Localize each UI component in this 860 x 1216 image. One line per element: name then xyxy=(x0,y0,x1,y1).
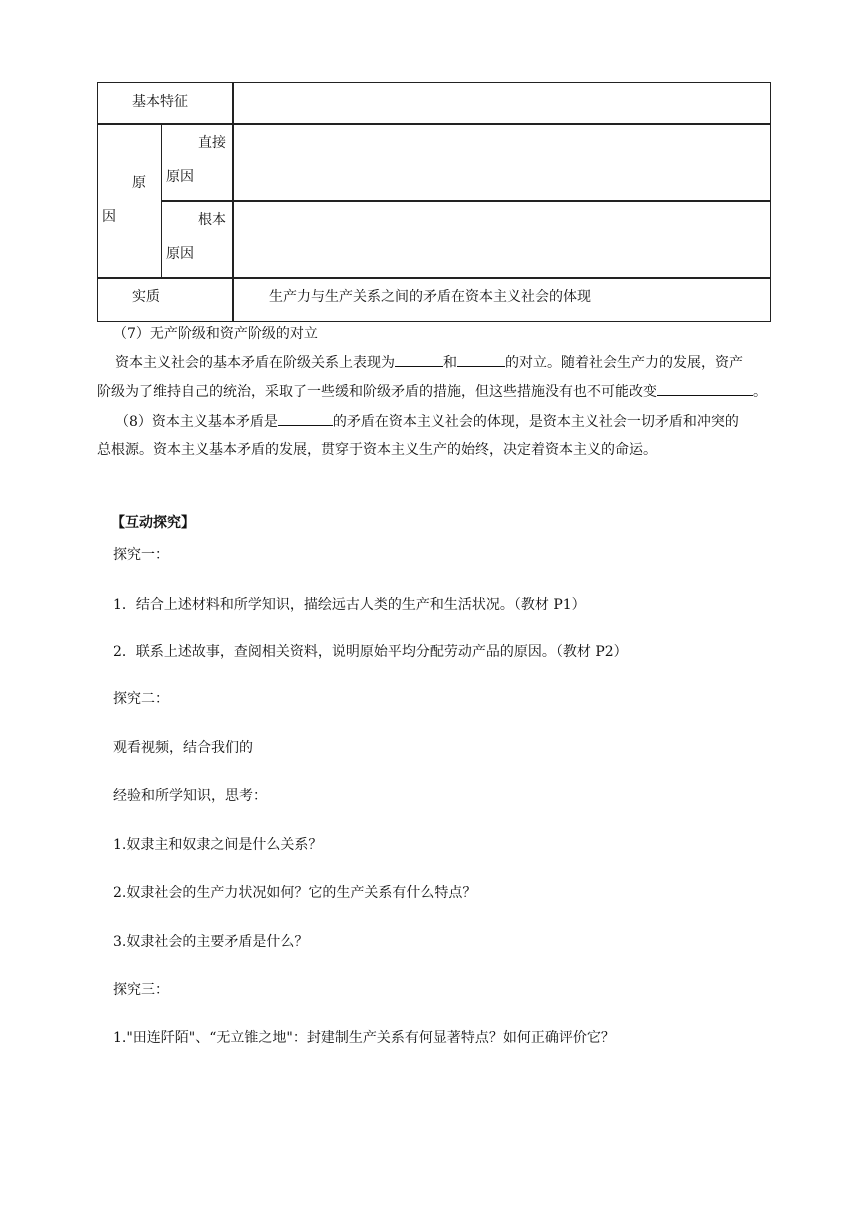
explore-title: 【互动探究】 xyxy=(111,515,195,531)
table-border-bottom xyxy=(97,321,771,322)
section-7-paragraph-line2 xyxy=(97,381,771,402)
column-separator xyxy=(232,82,234,322)
row-separator xyxy=(97,277,771,279)
row-separator xyxy=(97,123,771,125)
fill-blank xyxy=(657,381,753,396)
reason-label-top: 原 xyxy=(132,175,146,191)
explore-2-intro-1: 观看视频，结合我们的 xyxy=(113,740,253,756)
section-7-paragraph-line1 xyxy=(115,352,789,373)
root-reason-label-bottom: 原因 xyxy=(166,246,194,262)
row-separator xyxy=(161,200,771,202)
table-border-right xyxy=(770,82,771,322)
basic-feature-label: 基本特征 xyxy=(132,94,188,110)
explore-2-question-3: 3.奴隶社会的主要矛盾是什么？ xyxy=(113,934,309,950)
direct-reason-label-top: 直接 xyxy=(198,135,226,151)
table-border-top xyxy=(97,82,771,83)
column-separator xyxy=(161,124,162,278)
text-fragment: 和 xyxy=(443,355,457,371)
direct-reason-label-bottom: 原因 xyxy=(166,169,194,185)
capitalism-table xyxy=(97,82,771,322)
section-8-paragraph-line1 xyxy=(115,411,789,432)
section-8-paragraph-line2: 总根源。资本主义基本矛盾的发展，贯穿于资本主义生产的始终，决定着资本主义的命运。 xyxy=(97,442,657,458)
essence-value: 生产力与生产关系之间的矛盾在资本主义社会的体现 xyxy=(269,289,591,305)
text-fragment: 的对立。随着社会生产力的发展，资产 xyxy=(505,355,743,371)
fill-blank xyxy=(278,411,333,426)
explore-1-title: 探究一： xyxy=(113,547,169,563)
fill-blank xyxy=(395,352,443,367)
explore-2-title: 探究二： xyxy=(113,691,169,707)
reason-label-bottom: 因 xyxy=(102,209,116,225)
text-fragment: 资本主义社会的基本矛盾在阶级关系上表现为 xyxy=(115,355,395,371)
text-fragment: （8）资本主义基本矛盾是 xyxy=(115,414,278,430)
section-7-heading: （7）无产阶级和资产阶级的对立 xyxy=(113,326,318,342)
text-fragment: 的矛盾在资本主义社会的体现，是资本主义社会一切矛盾和冲突的 xyxy=(332,414,739,430)
explore-1-question-2: 2．联系上述故事，查阅相关资料，说明原始平均分配劳动产品的原因。（教材 P2） xyxy=(113,644,628,660)
explore-2-intro-2: 经验和所学知识，思考： xyxy=(113,788,267,804)
explore-2-question-1: 1.奴隶主和奴隶之间是什么关系？ xyxy=(113,837,323,853)
fill-blank xyxy=(457,352,505,367)
essence-label: 实质 xyxy=(132,289,160,305)
explore-2-question-2: 2.奴隶社会的生产力状况如何？它的生产关系有什么特点？ xyxy=(113,885,477,901)
explore-3-question-1: 1."田连阡陌"、“无立锥之地"：封建制生产关系有何显著特点？如何正确评价它？ xyxy=(113,1030,615,1046)
text-fragment: 阶级为了维持自己的统治，采取了一些缓和阶级矛盾的措施，但这些措施没有也不可能改变 xyxy=(97,384,657,400)
explore-1-question-1: 1．结合上述材料和所学知识，描绘远古人类的生产和生活状况。（教材 P1） xyxy=(113,597,586,613)
explore-3-title: 探究三： xyxy=(113,982,169,998)
table-border-left xyxy=(97,82,98,322)
text-fragment: 。 xyxy=(753,384,767,400)
root-reason-label-top: 根本 xyxy=(198,212,226,228)
